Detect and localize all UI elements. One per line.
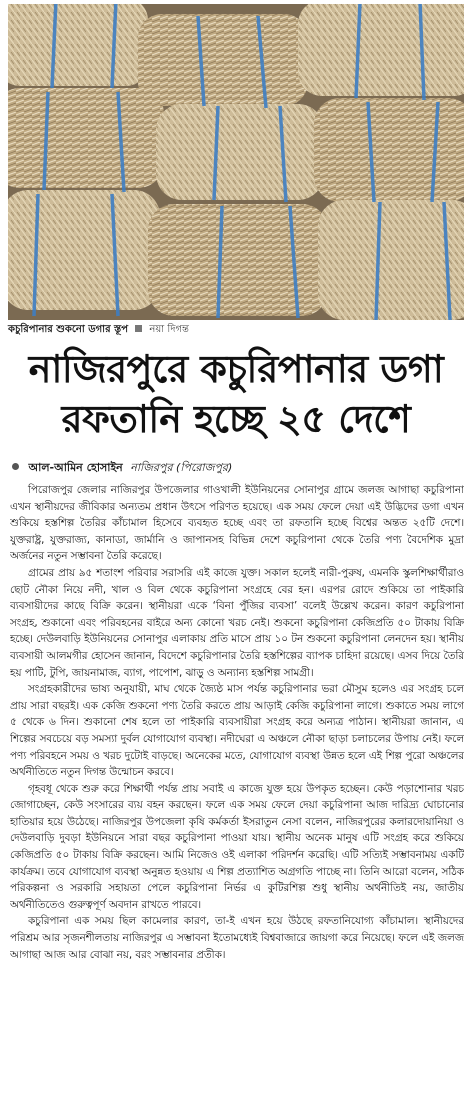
caption-square-icon (135, 325, 142, 332)
photo-caption (8, 322, 464, 338)
article-paragraph: পিরোজপুর জেলার নাজিরপুর উপজেলার গাওখালী ইউনিয়নের সোনাপুর গ্রামে জলজ আগাছা কচুরিপানা এখন স্থানীয়দের জীবিকার অন্যতম প্রধান উৎসে পরিণত হয়েছে। এক সময় ফেলে দেয়া এই উদ্ভিদের ডগা এখন শুকিয়ে হস্তশিল্প তৈরির কাঁচামাল হিসেবে ব্যবহৃত হচ্ছে এবং তা রফতানি হচ্ছে বিশ্বের অন্তত ২৫টি দেশে। যুক্তরাষ্ট্র, যুক্তরাজ্য, কানাডা, জার্মানি ও জাপানসহ বিভিন্ন দেশে কচুরিপানা থেকে তৈরি পণ্য বৈদেশিক মুদ্রা অর্জনের নতুন সম্ভাবনা তৈরি করেছে। (10, 484, 464, 563)
caption-source: নয়া দিগন্ত (149, 324, 189, 335)
article-paragraph: কচুরিপানা এক সময় ছিল কামেলার কারণ, তা-ই এখন হয়ে উঠছে রফতানিযোগ্য কাঁচামাল। স্থানীয়দের পরিশ্রম আর সৃজনশীলতায় নাজিরপুর এ সম্ভাবনা ইতোমধ্যেই বিশ্ববাজারে জায়গা করে নিয়েছে। ফলে এই জলজ আগাছা আজ আর বোঝা নয়, বরং সম্ভাবনার প্রতীক। (10, 915, 464, 961)
news-photo (8, 4, 464, 320)
headline (8, 344, 464, 444)
byline-author: আল-আমিন হোসাইন (28, 461, 123, 474)
byline-location: নাজিরপুর (পিরোজপুর) (130, 461, 233, 474)
caption-text: কচুরিপানার শুকনো ডগার স্তূপ (8, 324, 129, 335)
headline-line-2: রফতানি হচ্ছে ২৫ দেশে (61, 397, 411, 441)
byline (12, 460, 462, 476)
article-paragraph: সংগ্রহকারীদের ভাষ্য অনুযায়ী, মাঘ থেকে জ্যৈষ্ঠ মাস পর্যন্ত কচুরিপানার ভরা মৌসুম হলেও এর সংগ্রহ চলে প্রায় সারা বছরই। এক কেজি শুকনো পণ্য তৈরি করতে প্রায় আড়াই কেজি কচুরিপানা লাগে। শুকাতে সময় লাগে ৫ থেকে ৬ দিন। শুকানো শেষ হলে তা পাইকারি ব্যবসায়ীরা সংগ্রহ করে অন্যত্র পাঠান। স্থানীয়রা জানান, এ শিল্পের সবচেয়ে বড় সমস্যা দুর্বল যোগাযোগ ব্যবস্থা। নদীঘেরা এ অঞ্চলে নৌকা ছাড়া চলাচলের উপায় নেই। ফলে পণ্য পরিবহনে সময় ও খরচ দুটোই বাড়ছে। অনেকের মতে, যোগাযোগ ব্যবস্থা উন্নত হলে এই শিল্প পুরো অঞ্চলের অর্থনীতিতে নতুন দিগন্ত উন্মোচন করবে। (10, 683, 464, 779)
dried-water-hyacinth-bundles-photo (8, 4, 464, 320)
article-paragraph: গৃহবধূ থেকে শুরু করে শিক্ষার্থী পর্যন্ত প্রায় সবাই এ কাজে যুক্ত হয়ে উপকৃত হচ্ছেন। কেউ পড়াশোনার খরচ জোগাচ্ছেন, কেউ সংসারের ব্যয় বহন করছেন। ফলে এক সময় ফেলে দেয়া কচুরিপানা আজ দারিদ্র্য ঘোচানোর হাতিয়ার হয়ে উঠেছে। নাজিরপুর উপজেলা কৃষি কর্মকর্তা ইসরাতুন নেসা বলেন, নাজিরপুরের কলারদোয়ানিয়া ও দেউলবাড়ি দুবড়া ইউনিয়নে সারা বছর কচুরিপানা পাওয়া যায়। স্থানীয় অনেক মানুষ এটি সংগ্রহ করে শুকিয়ে কেজিপ্রতি ৫০ টাকায় বিক্রি করছেন। আমি নিজেও ওই এলাকা পরিদর্শন করেছি। এটি সত্যিই সম্ভাবনাময় একটি কার্যক্রম। তবে যোগাযোগ ব্যবস্থা অনুন্নত হওয়ায় এ শিল্প প্রত্যাশিত অগ্রগতি পাচ্ছে না। তিনি আরো বলেন, সঠিক পরিকল্পনা ও সরকারি সহায়তা পেলে কচুরিপানা নির্ভর এ কুটিরশিল্প শুধু স্থানীয় অর্থনীতিই নয়, জাতীয় অর্থনীতিতেও গুরুত্বপূর্ণ অবদান রাখতে পারবে। (10, 782, 464, 911)
article-paragraph: গ্রামের প্রায় ৯৫ শতাংশ পরিবার সরাসরি এই কাজে যুক্ত। সকাল হলেই নারী-পুরুষ, এমনকি স্কুলশিক্ষার্থীরাও ছোট নৌকা নিয়ে নদী, খাল ও বিল থেকে কচুরিপানা সংগ্রহে বের হন। এরপর রোদে শুকিয়ে তা পাইকারি ব্যবসায়ীদের কাছে বিক্রি করেন। স্থানীয়রা একে ‘বিনা পুঁজির ব্যবসা’ বলেই উল্লেখ করেন। কারণ কচুরিপানা সংগ্রহ, শুকানো এবং পরিবহনের বাইরে অন্য কোনো খরচ নেই। শুকনো কচুরিপানা কেজিপ্রতি ৫০ টাকায় বিক্রি হচ্ছে। দেউলবাড়ি ইউনিয়নের সোনাপুর এলাকায় প্রতি মাসে প্রায় ১০ টন শুকনো কচুরিপানা লেনদেন হয়। স্থানীয় ব্যবসায়ী আলমগীর হোসেন জানান, বিদেশে কচুরিপানার তৈরি হস্তশিল্পের ব্যাপক চাহিদা রয়েছে। এসব দিয়ে তৈরি হয় পাটি, টুপি, জায়নামাজ, ব্যাগ, পাপোশ, ঝাড়ু ও অন্যান্য হস্তশিল্প সামগ্রী। (10, 566, 464, 679)
article-body (10, 482, 464, 1112)
bullet-icon (12, 463, 19, 470)
headline-line-1: নাজিরপুরে কচুরিপানার ডগা (28, 347, 444, 391)
